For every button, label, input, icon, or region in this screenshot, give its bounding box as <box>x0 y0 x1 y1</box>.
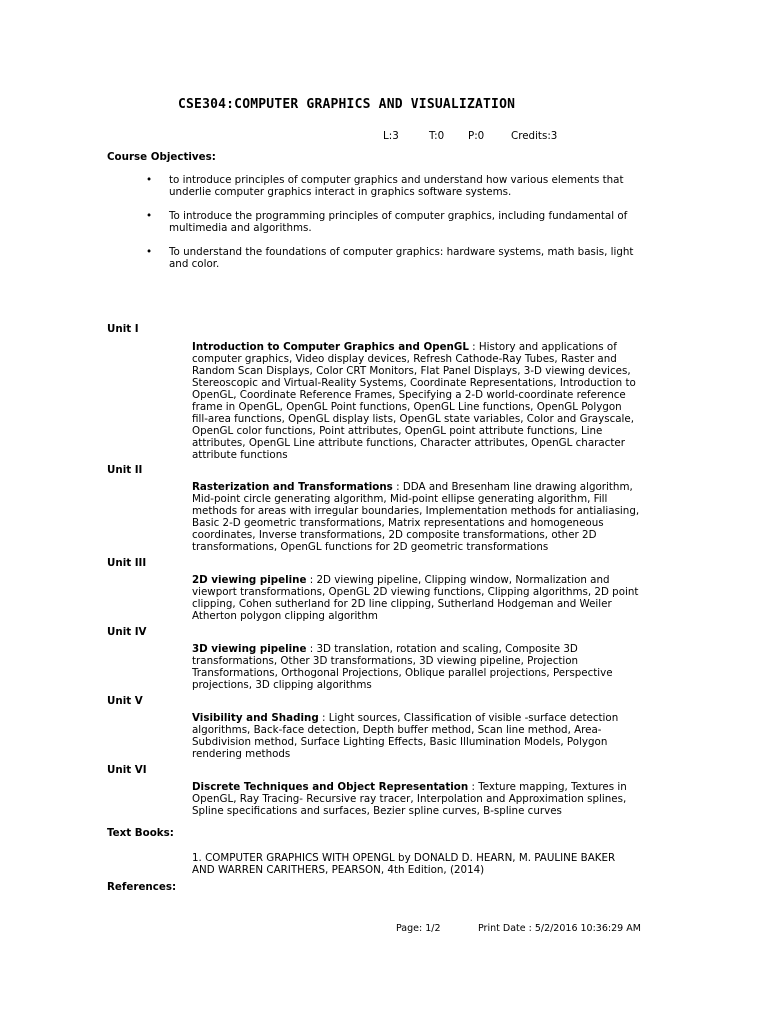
lecture-hours: L:3 <box>383 130 399 142</box>
unit-content: : 2D viewing pipeline, Clipping window, Normalization and viewport transformations, OpenGL 2D viewing functions, Clipping algorithms, 2D point clipping, Cohen sutherland for 2D line clipping, Sutherland Hodgeman and Weiler Atherton polygon clipping algorithm <box>192 574 639 622</box>
unit-description <box>192 643 640 691</box>
textbooks-heading: Text Books: <box>107 827 174 839</box>
references-heading: References: <box>107 881 177 893</box>
unit-label: Unit III <box>107 557 147 569</box>
textbook-item: 1. COMPUTER GRAPHICS WITH OPENGL by DONALD D. HEARN, M. PAULINE BAKER AND WARREN CARITHERS, PEARSON, 4th Edition, (2014) <box>192 852 616 876</box>
unit-label: Unit VI <box>107 764 147 776</box>
bullet: • <box>146 174 153 186</box>
unit-content: : 3D translation, rotation and scaling, Composite 3D transformations, Other 3D transformations, 3D viewing pipeline, Projection Transformations, Orthogonal Projections, Oblique parallel projections, Perspective projections, 3D clipping algorithms <box>192 643 613 691</box>
unit-topic: 3D viewing pipeline <box>192 643 307 655</box>
unit-label: Unit V <box>107 695 143 707</box>
list-item <box>146 210 646 234</box>
unit-description <box>192 481 640 553</box>
bullet: • <box>146 246 153 258</box>
unit-label: Unit IV <box>107 626 147 638</box>
unit-description <box>192 712 640 760</box>
unit-content: : Light sources, Classification of visible -surface detection algorithms, Back-face detection, Depth buffer method, Scan line method, Area-Subdivision method, Surface Lighting Effects, Basic Illumination Models, Polygon rendering methods <box>192 712 619 760</box>
unit-content: : Texture mapping, Textures in OpenGL, Ray Tracing- Recursive ray tracer, Interpolation and Approximation splines, Spline specifications and surfaces, Bezier spline curves, B-spline curves <box>192 781 627 817</box>
unit-topic: Introduction to Computer Graphics and OpenGL <box>192 341 469 353</box>
unit-label: Unit I <box>107 323 139 335</box>
unit-topic: Rasterization and Transformations <box>192 481 393 493</box>
bullet: • <box>146 210 153 222</box>
objectives-heading: Course Objectives: <box>107 151 216 163</box>
objectives-list <box>146 174 646 282</box>
tutorial-hours: T:0 <box>429 130 445 142</box>
unit-content: : DDA and Bresenham line drawing algorithm, Mid-point circle generating algorithm, Mid-point ellipse generating algorithm, Fill methods for areas with irregular boundaries, Implementation methods for antialiasing, Basic 2-D geometric transformations, Matrix representations and homogeneous coordinates, Inverse transformations, 2D composite transformations, other 2D transformations, OpenGL functions for 2D geometric transformations <box>192 481 640 553</box>
objective-text: To understand the foundations of computer graphics: hardware systems, math basis, light and color. <box>169 246 634 270</box>
unit-description <box>192 781 640 817</box>
objective-text: to introduce principles of computer graphics and understand how various elements that underlie computer graphics interact in graphics software systems. <box>169 174 624 198</box>
unit-topic: Visibility and Shading <box>192 712 319 724</box>
unit-topic: Discrete Techniques and Object Representation <box>192 781 469 793</box>
credits: Credits:3 <box>511 130 558 142</box>
page-number: Page: 1/2 <box>396 923 441 934</box>
list-item <box>146 174 646 198</box>
practical-hours: P:0 <box>468 130 485 142</box>
print-date: Print Date : 5/2/2016 10:36:29 AM <box>478 923 641 934</box>
objective-text: To introduce the programming principles of computer graphics, including fundamental of multimedia and algorithms. <box>169 210 628 234</box>
unit-description <box>192 341 640 461</box>
unit-label: Unit II <box>107 464 143 476</box>
list-item <box>146 246 646 270</box>
unit-content: : History and applications of computer graphics, Video display devices, Refresh Cathode-Ray Tubes, Raster and Random Scan Displays, Color CRT Monitors, Flat Panel Displays, 3-D viewing devices, Stereoscopic and Virtual-Reality Systems, Coordinate Representations, Introduction to OpenGL, Coordinate Reference Frames, Specifying a 2-D world-coordinate reference frame in OpenGL, OpenGL Point functions, OpenGL Line functions, OpenGL Polygon fill-area functions, OpenGL display lists, OpenGL state variables, Color and Grayscale, OpenGL color functions, Point attributes, OpenGL point attribute functions, Line attributes, OpenGL Line attribute functions, Character attributes, OpenGL character attribute functions <box>192 341 636 461</box>
unit-topic: 2D viewing pipeline <box>192 574 307 586</box>
unit-description <box>192 574 640 622</box>
course-title: CSE304:COMPUTER GRAPHICS AND VISUALIZATION <box>178 97 516 112</box>
